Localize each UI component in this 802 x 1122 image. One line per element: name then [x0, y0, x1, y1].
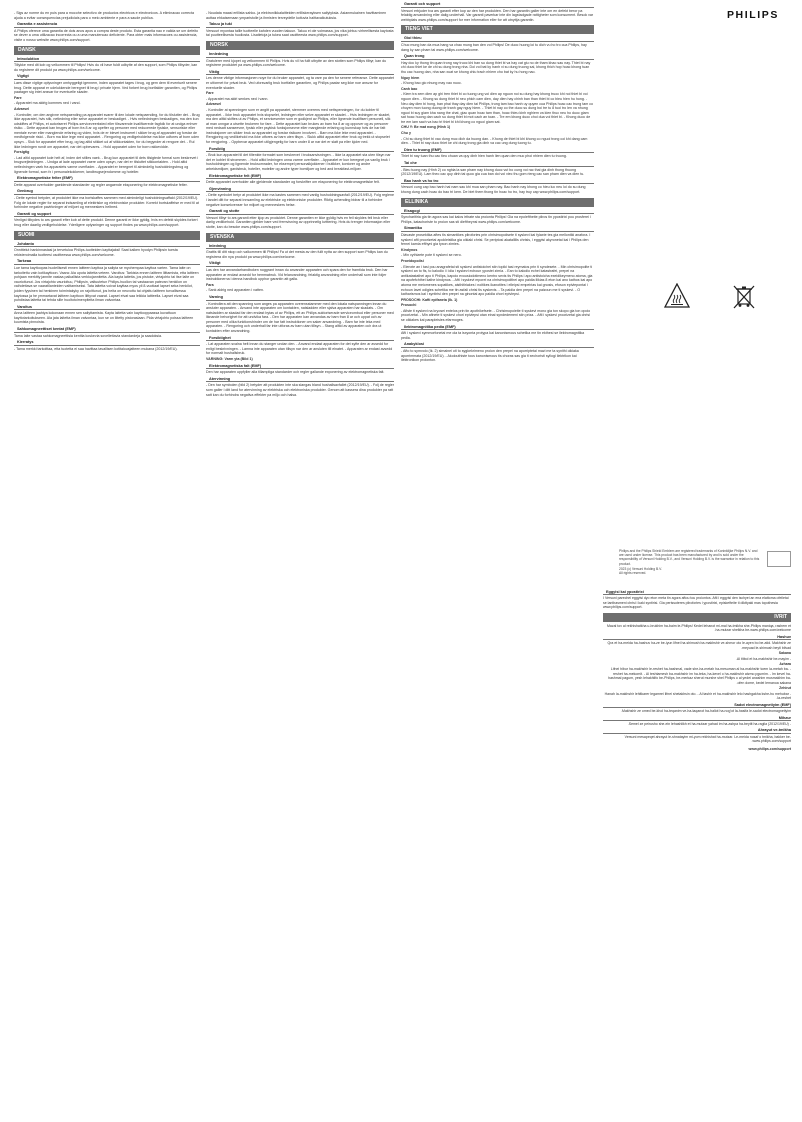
el-emf-text: Afti i syskevi symmorfonetai me ola ta isxyonta protypa kai kanonismous schetika me tin ekthesi se ilektromagnitika pedia.	[401, 331, 585, 340]
he-intro-text: Mazal tov al rekhishatkha u-brukhim ha-baim le-Philips! Kedei lehanot mi-mal ha-tmikha she-Philips maniqa, rashem et ha-mutzar shelkha be-www.philips.com/welcome.	[606, 623, 791, 633]
fi-intro-heading: Johdanto	[14, 242, 200, 248]
sv-recycling-text: - Den har symbolen (bild 2) betyder att produkten inte ska slangas bland hushallsavfallet (2012/19/EU). - Folj de regler som galler i ditt land for atervinning av elektriska och elektroniska produkter. Genom att kassera dina produkter pa ratt satt kan du forhindra negativa effekter pa miljo och halsa.	[206, 383, 394, 397]
da-recycling-text: - Dette symbol betyder, at produktet ikke ma bortskaffes sammen med almindeligt husholdningsaffald (2012/19/EU). Folg de lokale regler for separat indsamling af elektriske og elektroniske produkter. Korrekt bortskaffelse er med til at forhindre negative pavirkninger af miljoet og menneskers helbred.	[14, 196, 199, 210]
da-emf-heading: Elektromagnetiske felter (EMF)	[14, 176, 200, 182]
el-important-heading: Simantiko	[401, 226, 594, 232]
he-important-heading: Hashuv	[603, 635, 791, 640]
sv-warning-heading: Varning	[206, 295, 394, 301]
column-3	[401, 0, 594, 363]
el-recycling-text: - Afto to symvolo (Ik. 2) simainei oti to sygkekrimeno proion den prepei na aporriptetai mazi me ta synithi oikiaka aporrimmata (2012/19/EU). - Akolouthiste tous kanonismous tis choras sas gia ti xechoristi syllogi ilektrikon kai ilektronikon proionton.	[401, 349, 579, 363]
vi-hot-surface-label: CHU Y: Be mat nong (Hinh 1)	[401, 125, 451, 130]
no-emf-heading: Elektromagnetiske felt (EMF)	[206, 174, 394, 180]
el-caution-label: Prosochi	[401, 303, 417, 308]
pt-warranty-heading: Garantia e assistencia	[14, 22, 200, 28]
pt-warranty-text: A Philips oferece uma garantia de dois anos apos a compra deste produto. Esta garantia nao e valida se um defeito se dever a uma utilizacao incorrecta ou a uma manutencao deficiente. Para obter mais informacoes ou assistencia, visite o nosso website www.philips.com/support.	[14, 28, 198, 42]
vi-emf-heading: Dien tu truong (EMF)	[401, 148, 594, 154]
da-emf-text: Dette apparat overholder gaeldende standarder og regler angaende eksponering for elektromagnetiske felter.	[14, 182, 188, 187]
da-danger-text: - Apparatet ma aldrig kommes ned i vand.	[14, 101, 81, 106]
sv-warning-text: - Kontrollera att den spanning som anges pa apparaten overensstammer med den lokala natspanningen innan du ansluter apparaten. - Anvand inte apparaten om kontakten, natsladden eller sjalva apparaten har skadats. - Om natsladden ar skadad far den endast bytas ut av Philips, ett av Philips auktoriserade serviceombud eller personer med liknande behorighet for att undvika fara. - Den har apparaten kan anvandas av barn fran 8 ar och uppat och av personer med olika funktionshinder om de har fatt instruktioner om saker anvandning. - Barn far inte leka med apparaten. - Rengoring och underhall far inte utforas av barn utan tillsyn. - Stang alltid av apparaten och dra ut kontakten efter anvandning.	[206, 301, 394, 334]
fi-recycling-text: - Tama merkki tarkoittaa, etta tuotetta ei saa havittaa tavallisen kotitalousjatteen mukana (2012/19/EU).	[14, 346, 178, 351]
sv-caution-heading: Forsiktighet	[206, 336, 394, 342]
el-intro-heading: Eisagogi	[401, 209, 594, 215]
no-danger-text: - Apparatet ma aldri senkes ned i vann.	[206, 96, 269, 101]
vi-important-heading: Quan trong	[401, 54, 594, 60]
fi-intro-text: Onnittelut hankinnastasi ja tervetuloa Philips-tuotteiden kayttajaksi! Saat kaiken hyodyn Philipsin tuesta rekisteroimalla tuotteesi osoitteessa www.philips.com/welcome.	[14, 248, 178, 257]
vi-emf-text: Thiet bi nay tuan thu cac tieu chuan va quy dinh hien hanh lien quan den muc phoi nhiem dien tu truong.	[401, 154, 567, 159]
section-band-dansk: DANSK	[14, 46, 200, 55]
el-warranty-heading: Eggyisi kai ypostirixi	[603, 590, 791, 595]
no-intro-heading: Innledning	[206, 52, 394, 58]
no-warning-text: - Kontroller at spenningen som er angitt pa apparatet, stemmer overens med nettspenningen, for du kobler til apparatet. - Ikke bruk apparatet hvis stopselet, ledningen eller selve apparatet er skadet. - Hvis ledningen er skadet, ma den alltid skiftes ut av Philips, et servicesenter som er godkjent av Philips, eller lignende kvalifisert personell, slik at man unngar a utsette brukeren for fare. - Dette apparatet kan brukes av barn fra 8 ar og oppover og av personer med nedsatt sanseevne, fysisk eller psykisk funksjonsevne eller manglende erfaring og kunnskap hvis de har fatt instruksjoner om sikker bruk av apparatet og forstar risikoen involvert. - Barn ma ikke leke med apparatet. - Rengjoring og vedlikehold ma ikke utfores av barn uten tilsyn. - Slukk alltid apparatet etter bruk og trekk ut stopselet for rengjoring. - Oppbevar apparatet utilgjengelig for barn under 8 ar nar det er slatt pa eller kjoler ned.	[206, 107, 391, 145]
section-band-suomi: SUOMI	[14, 231, 200, 240]
da-recycling-heading: Genbrug	[14, 189, 200, 195]
fi-caution-text: Anna laitteen jaahtya kokonaan ennen sen sailyttamista. Kayta laitetta vain kayttooppaassa kuvattuun kayttotarkoitukseen. Ala jata laitetta ilman valvontaa, kun se on liitetty pistorasiaan. Pida virtajohto poissa laitteen kuumista pinnoista.	[14, 311, 194, 325]
el-emf-heading: Ilektromagnitika pedia (EMF)	[401, 325, 594, 331]
philips-logo: PHILIPS	[726, 9, 779, 21]
fi-recycling-heading: Kierratys	[14, 340, 200, 346]
he-warning-text: - Lifnei hibur ha-makhshir le-reshet ha-hashmal, vade she-ha-metah ha-mesuman al ha-makhshir toem la-metah ba-reshet ha-mekomit. - Al teshtamesh ba-makhshir im ha-teka, ha-kevel o ha-makhshir atzmo pgumim. - Im kevel ha-hashmal pagum, yesh lehakhlifo be-Philips, be-merkaz sherut murshe shel Philips o al yedei anashim musmakhim ba-ofen dome, kedei lemanoa sakana.	[608, 667, 791, 685]
fi-emf-text: Tama laite vastaa sahkomagneettisia kenttia koskevia sovellettavia standardeja ja saadoksia.	[14, 333, 163, 338]
no-emf-text: Dette apparatet overholder alle gjeldende standarder og forskrifter om eksponering for elektromagnetiske felt.	[206, 180, 380, 185]
he-caution-text: - Hanah la-makhshir lehitkarer legamrei lifnei shetakhsin oto. - Al tashir et ha-makhshir lelo hashgakha kshe-hu mehubar la-reshet.	[604, 691, 791, 701]
he-emf-text: Makhshir ze omed be-khol ha-teqanim ve-ha-taqanot ha-haliot ha-nog'ot la-hasifa le-sadot electromagnetiyim.	[621, 709, 791, 714]
section-band-ellinika: ELLINIKA	[401, 198, 594, 207]
column-4-lower	[603, 588, 791, 751]
vi-important-text: Hay doc ky thong tin quan trong nay truoc khi ban su dung thiet bi va hay cat giu no de tham khao sau nay. Thiet bi nay chi duoc thiet ke de chi su dung trong nha. Doi voi bat ky hanh vi su dung truong sai, khong thich hop hoac khong tuan thu cac huong dan, nha san xuat se khong chiu trach nhiem cho bat ky hu hong nao.	[401, 60, 591, 74]
el-caution-text: - Afiste ti syskevi na kryosei entelos prin tin apothikefsete. - Chrisimopoieite ti syskevi mono gia ton skopo gia ton opoio proorizetai. - Min afinete ti syskevi chori epivlepsi otan einai syndedemeni stin priza. - Afti i syskevi proorizetai gia chrisi se oikiakes kai parapleisies efarmoges.	[401, 308, 591, 323]
sv-important-heading: Viktigt	[206, 261, 394, 267]
da-caution-text: - Lad altid apparatet kole helt af, inden det stilles vaek. - Brug kun apparatet til dets tilsigtede formal som beskrevet i brugsvejledningen. - Undga at lade apparatet vaere uden opsyn, nar det er tilsluttet stikkontakten. - Hold altid netledningen vaek fra apparatets varme overflader. - Apparatet er beregnet til almindelig husholdningsbrug og lignende formal, som fx i personalekokkener, landbrugsejendomme og hoteller.	[14, 155, 199, 174]
no-warranty-text: Versuni tilbyr to ars garanti etter kjop av produktet. Denne garantien er ikke gyldig hvis en feil skyldes feil bruk eller darlig vedlikehold. Garantien gjelder bare ved fremvisning av opprinnelig kvittering. Hvis du trenger informasjon eller stotte, kan du besoke www.philips.com/support.	[206, 215, 391, 229]
vi-warranty-heading: Bao hanh va ho tro	[401, 179, 594, 185]
section-band-norsk: NORSK	[206, 41, 394, 50]
no-intro-text: Gratulerer med kjopet og velkommen til Philips. Hvis du vil ha fullt utbytte av den stotten som Philips tilbyr, kan du registrere produktet pa www.philips.com/welcome.	[206, 58, 387, 68]
no-recycling-heading: Gjenvinning	[206, 187, 394, 193]
da-important-heading: Vigtigt	[14, 74, 200, 80]
no-important-heading: Viktig	[206, 70, 394, 76]
he-recycling-text: - Semel ze peirusho she-ein lehashlikh et ha-mutzar yahad im ha-ashpa ha-beytit ha-ragila (2012/19/EU).	[627, 721, 791, 726]
fi-warranty-text: Versuuri myontaa tallle tuotteelle kahden vuoden takuun. Takuu ei ole voimassa, jos vika johtuu virheellisesta kaytosta tai puutteellisesta huollosta. Lisatietoja ja tukea saat osoitteesta www.philips.com/support.	[206, 28, 394, 38]
no-warranty-heading: Garanti og stotte	[206, 209, 394, 215]
column-1	[14, 0, 200, 351]
vi-danger-label: Nguy hiem	[401, 75, 420, 80]
support-url[interactable]: www.philips.com/support	[748, 746, 791, 751]
no-recycling-text: - Dette symbolet betyr at produktet ikke ma kastes sammen med vanlig husholdningsavfall (2012/19/EU). Folg reglene i landet ditt for separat innsamling av elektriske og elektroniske produkter. Riktig avhending bidrar til a forhindre negative konsekvenser for miljoet og menneskers helse.	[206, 193, 394, 207]
column-2	[206, 0, 394, 397]
el-warning-text: - Elenxte an i tasi pou anagrafetai sti syskevi antistoichei stin topiki tasi reymatos prin ti syndesete. - Min chrisimopoiite ti syskevi an to fis, to kalodio i i idia i syskevi echoun ypostei zimia. - Ean to kalodio echei katastrafei, prepei na antikatastathei apo ti Philips, kapoio exousiodotimeno kentro sevis tis Philips i apo antistoicha exeidikeymeno atoma, gia na apofefchthei kathe kindynos. - Afti i syskevi mporei na chrisimopoiithei apo paidia ilikias 8 eton kai ano kathos kai apo atoma me meiomenes sopatikes, aisthitiriakes i noitikes ikanotites i elleipsi empeirias kai gnosis, efoson epivlepontai i echoun lavei odigies schetika me tin asfali chrisi tis syskevis. - Ta paidia den prepei na paizoun me ti syskevi. - O katharismos kai i syntirisi den prepei na ginontai apo paidia chori epivlepsi.	[401, 264, 593, 297]
el-intro-text: Syncharitiria gia tin agora sas kai kalos irthate sta proionta Philips! Gia na epoleftheite pliros tin ypostirixi pou prosferei i Philips, katachoriste to proion sas sti dieftheynsi www.philips.com/welcome.	[401, 215, 591, 224]
fi-disposal-text: - Noudata maasi erillista sahko- ja elektroniikkalaitteiden erilliskerayksen sailytyksia. Asianmukainen havittaminen auttaa ehkaisemaan ymparistolle ja ihmisten terveydelle koituvia haittavaikutuksia.	[206, 11, 387, 20]
hot-surface-icon	[664, 283, 690, 309]
section-band-svenska: SVENSKA	[206, 233, 394, 242]
da-important-text: Laes disse vigtige oplysninger omhyggeligt igennem, inden apparatet tages i brug, og gem dem til eventuelt senere brug. Dette apparat er udelukkende beregnet til brug i private hjem. Ved forkert brug bortfalder garantien, og Philips paatager sig intet ansvar for eventuelle skader.	[14, 80, 198, 95]
vi-danger-text: - Khong bao gio nhung may vao nuoc.	[401, 81, 462, 86]
da-warranty-text: Venligst tilbydes to ars garanti efter kob af dette produkt. Denne garanti er ikke gyldig, hvis en defekt skyldes forkert brug eller daarlig vedligeholdelse. Yderligere oplysninger og support findes pa www.philips.com/support.	[14, 218, 198, 227]
el-hot-surface-label: PROSOCHI: Kafti epifaneia (Ik. 1)	[401, 297, 458, 302]
el-danger-label: Kindynos	[401, 247, 418, 252]
sv-important-text: Las den har anvandarhandboken noggrant innan du anvander apparaten och spara den for framtida bruk. Den har apparaten ar endast avsedd for hemmabruk. Vid felanvandning, felaktig anvandning eller underhall som inte foljer instruktionerna i denna handbok upphor garantin att galla.	[206, 267, 388, 282]
sv-caution-text: - Lat apparaten svalna helt innan du stanger undan den. - Anvand endast apparaten for det syfte den ar avsedd for enligt beskrivningen. - Lamna inte apparaten utan tillsyn nar den ar ansluten till elnatet. - Apparaten ar endast avsedd for normalt hushallsbruk.	[206, 342, 393, 356]
da-intro-text: Tillykke med dit kob og velkommen til Philips! Hvis du vil have fuldt udbytte af den support, som Philips tilbyder, kan du registrere dit produkt pa www.philips.com/welcome.	[14, 63, 198, 72]
sv-intro-heading: Inledning	[206, 244, 394, 250]
section-band-tieng-viet: TIENG VIET	[401, 25, 594, 34]
fi-warranty-heading: Takuu ja tuki	[206, 22, 394, 28]
el-warning-label: Proeidopoiisi	[401, 258, 424, 263]
fi-important-text: Lue tama kayttoopas huolellisesti ennen laitteen kayttoa ja sailyta se myohempaa kayttoa varten. Tama laite on tarkoitettu vain kotikayttoon. Vaara: Ala upota laitetta veteen. Varoitus: Tarkista ennen laitteen liittamista, etta laitteen pohjaan merkitty jannite vastaa paikallista verkkojannitetta. Ala kayta laitetta, jos pistoke, virtajohto tai itse laite on vaurioitunut. Jos virtajohto vaurioituu, Philipsin, valtuutetun Philips-huollon tai vastaavan patevan henkilon on vaihdettava se vaaratilanteiden valttamiseksi. Tata laitetta voivat kayttaa myos yli 8-vuotiaat lapset seka henkilot, joiden fyysinen tai henkinen toimintakyky on rajoittunut, jos heita on neuvottu tai ohjattu laitteen turvallisessa kaytossa ja he ymmartavat laitteen kayttoon liittyvat vaarat. Lapset eivat saa leikkia laitteella. Lapset eivat saa puhdistaa laitetta tai tehda sille huoltotoimenpiteita ilman valvontaa.	[14, 265, 199, 303]
vi-recycling-heading: Tai che	[401, 161, 594, 167]
weee-bin-icon	[731, 283, 757, 309]
fi-important-heading: Tarkeaa	[14, 259, 200, 265]
da-warranty-heading: Garanti og support	[14, 212, 200, 218]
fi-emf-heading: Sahkomagneettiset kentat (EMF)	[14, 327, 200, 333]
da-intro-heading: Introduktion	[14, 57, 200, 63]
da-danger-label: Fare	[14, 95, 22, 100]
he-warning-label: Azhara	[779, 661, 791, 666]
vi-warning-text: - Kiem tra xem dien ap ghi tren thiet bi co tuong ung voi dien ap nguon noi su dung hay khong truoc khi noi thiet bi voi nguon dien. - Khong su dung thiet bi neu phich cam dien, day dien hay chinh ban than thiet bi co bieu hien hu hong. - Neu day dien bi hong, ban phai thay day dien tai Philips, trung tam bao hanh uy quyen cua Philips hoac cac trung tam co chuyen mon tuong duong de tranh gay nguy hiem. - Thiet bi nay co the duoc su dung boi tre tu 8 tuoi tro len va nhung nguoi bi suy giam kha nang the chat, giac quan hoac tam than, hoac thieu kinh nghiem va kien thuc neu ho duoc giam sat hoac huong dan cach su dung thiet bi mot cach an toan. - Tre em khong duoc choi dua voi thiet bi. - Khong duoc de tre em lam sach va bao tri thiet bi khi khong co nguoi giam sat.	[401, 92, 593, 124]
da-caution-label: Forsigtig	[14, 150, 30, 155]
vi-intro-heading: Gioi thieu	[401, 36, 594, 42]
el-danger-text: - Min vythizete pote ti syskevi se nero.	[401, 253, 462, 258]
sv-intro-text: Grattis till ditt nkop och valkommen till Philips! Fa ut det mesta av den fullt nytta av den support som Philips kan du registrera din nya produkt pa www.philips.com/welcome.	[206, 250, 388, 259]
he-important-text: Qra et ha-meida ha-hashuv ha-ze be-iyun lifnei ha-shimush ba-makhshir ve-shmor oto le-ayen bo be-atid. Makhshir ze meyuad le-shimush beyti bilvad.	[607, 641, 791, 650]
vi-recycling-text: - Bieu tuong nay (Hinh 2) co nghia la san pham nay khong duoc vut bo cung voi rac thai gia dinh thong thuong (2012/19/EU). Lam theo cac quy dinh tai quoc gia cua ban doi voi viec thu gom rieng cac san pham dien va dien tu.	[401, 167, 585, 177]
no-warning-label: Advarsel	[206, 102, 222, 107]
no-danger-label: Fare	[206, 91, 214, 96]
vi-intro-text: Chuc mung ban da mua hang va chao mung ban den voi Philips! De duoc huong loi tu dich vu ho tro cua Philips, hay dang ky san pham tai www.philips.com/welcome.	[401, 42, 587, 52]
he-caution-label: Zehirut	[779, 686, 791, 691]
no-important-text: Les denne viktige informasjonen noye for du bruker apparatet, og ta vare pa den for senere referanse. Dette apparatet er utformet for privat bruk. Ved uforsvarlig bruk bortfaller garantien, og Philips paatar seg ikke noe ansvar for eventuelle skader.	[206, 76, 394, 90]
sv-warranty-text: Versuni erbjuder tva ars garanti efter kop av den har produkten. Den har garantin galler inte om en defekt beror pa felaktig anvandning eller dalig underhall. Var garanti paverkar inte din lagstadgade rattigheter som konsument. Besok var webbplats www.philips.com/support for mer information eller for att utnyttja garantin.	[401, 8, 594, 22]
figure-icons	[619, 283, 789, 345]
fi-caution-heading: Varoitus	[14, 305, 200, 311]
sv-emf-heading: Elektromagnetiska falt (EMF)	[206, 364, 394, 370]
da-warning-label: Advarsel	[14, 106, 30, 111]
sv-hot-surface-label: VARNING: Varm yta (Bild 1)	[206, 357, 253, 362]
he-recycling-heading: Mihzur	[603, 716, 791, 721]
el-recycling-heading: Anakyklosi	[401, 342, 594, 348]
no-caution-text: - Bruk kun apparatet til det tiltenkte formalet som beskrevet i bruksanvisningen. - Ikke la apparatet sta uten tilsyn nar det er koblet til strommen. - Hold alltid ledningen unna varme overflater. - Apparatet er kun beregnet pa vanlig bruk i husholdningen og lignende bruksomrader, for eksempel personalkjokkener i butikker, kontorer og andre arbeidsmiljoer, gardsbruk, hoteller, moteller og andre typer bomiljoer og bed and breakfast-miljoer.	[206, 153, 391, 172]
vi-warning-label: Canh bao	[401, 86, 418, 91]
he-danger-label: Sakana	[778, 651, 791, 656]
sv-warranty-heading: Garanti och support	[401, 2, 594, 8]
section-band-ivrit: IVRIT	[603, 613, 791, 622]
he-warranty-text: Versuni mesapeqet ahrayut le-shnatayim mi-yom rekhishat ha-mutzar. Le-meida nosaf o tmikha, bakker be-www.philips.com/support.	[624, 734, 791, 744]
el-warranty-text: I Versuni parechei eggyisi dyo eton meta tin agora aftou tou proiontos. Afti i eggyisi den ischyei an ena elattoma ofeiletai se lanthasmeni chrisi i kaki syntirisi. Gia perissoteres plirofories i ypostirixi, episkefteite ti dikttyaki mas topothesia www.philips.com/support.	[603, 596, 789, 610]
sv-recycling-heading: Atervinning	[206, 377, 394, 383]
trademark-text: Philips and the Philips Shield Emblem are registered trademarks of Koninklijke Philips N.V. and are used under license. This product has been manufactured by and is sold under the responsibility of Versuni Holding B.V., and Versuni Holding B.V. is the warrantor in relation to this product.	[619, 549, 760, 566]
vi-caution-text: - Chi su dung thiet bi vao dung muc dich da huong dan. - Khong de thiet bi khi khong co nguoi trong coi khi dang cam dien. - Thiet bi nay duoc thiet ke chi dung trong gia dinh va cac ung dung tuong tu.	[401, 136, 588, 146]
sv-danger-text: - Sank aldrig ned apparaten i vatten.	[206, 288, 264, 293]
vi-warranty-text: Versuni cung cap bao hanh hai nam sau khi mua san pham nay. Bao hanh nay khong co hieu luc neu loi do su dung khong dung cach hoac do bao tri kem. De biet them thong tin hoac ho tro, hay truy cap www.philips.com/support.	[401, 185, 586, 194]
no-caution-heading: Forsiktig	[206, 147, 394, 153]
sv-emf-text: Den har apparaten uppfyller alla tillampliga standarder och regler gallande exponering av elektromagnetiska falt.	[206, 370, 385, 375]
he-danger-text: - Al titbol et ha-makhshir be-mayim.	[735, 656, 791, 661]
vi-caution-label: Chu y	[401, 131, 411, 136]
he-emf-heading: Sadot electromagnetiyim (EMF)	[603, 703, 791, 708]
he-warranty-heading: Ahrayut ve-tmikha	[603, 728, 791, 733]
da-warning-text: - Kontroller, om den angivne netspaending pa apparatet svarer til den lokale netspaending, for du tilslutter det. - Brug ikke apparatet, hvis stik, netledning eller selve apparatet er beskadiget. - Hvis netledningen beskadiges, ma den kun udskiftes af Philips, et autoriseret Philips-serviceveerksted eller tilsvarende kvalificerede fagfolk for at undga enhver risiko. - Dette apparat kan bruges af born fra 8 ar og opefter og personer med reducerede fysiske, sensoriske eller mentale evner eller manglende erfaring og viden, hvis de er blevet instrueret i sikker brug af apparatet og forstar de medfolgende risici. - Born ma ikke lege med apparatet. - Rengoring og vedligeholdelse ma ikke udfores af born uden opsyn. - Sluk for apparatet efter brug, og tag altid stikket ud af stikkontakten, for du begynder at rengore det. - Rul ikke ledningen rundt om apparatet, nar det opbevares. - Hold apparatet uden for born rakkevidde.	[14, 112, 200, 149]
pt-disposal-text: - Sigs az norme du en puis para a mocohe selectivo de productos electricos e electronicos. A eliminacao correcta ajuda a evitar consequencias prejudiciais para o meio ambiente e para a saude publica.	[14, 11, 194, 20]
copyright-year: 2023 (c) Versuni Holding B.V.	[619, 567, 662, 571]
el-important-text: Diavaste prosektika aftes tis simantikes plirofories prin chrisimopoiisete ti syskevi kai fylaxte tes gia mellontiki anafora. I syskevi afti proorizetai apokleistika gia oikiaki chrisi. Se periptosi akatallilis chrisis, i eggyisi akyronetai kai i Philips den fernei kamia efthyni gia tyxon zimies.	[401, 232, 591, 247]
legal-notice	[619, 549, 791, 575]
qr-marker-icon	[767, 551, 791, 567]
sv-danger-label: Fara	[206, 282, 214, 287]
rights-text: All rights reserved.	[619, 571, 647, 576]
